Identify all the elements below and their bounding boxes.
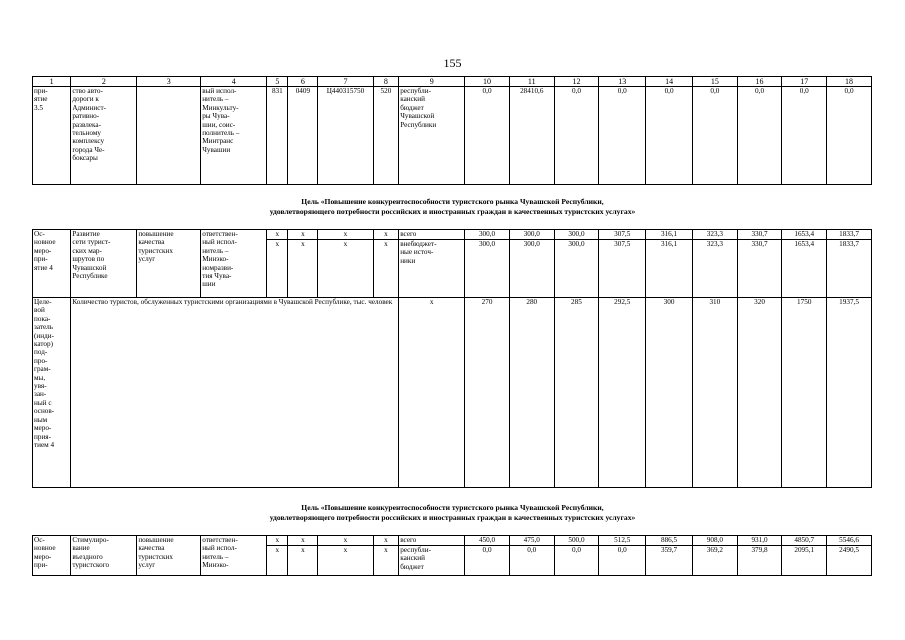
code-cell: x bbox=[288, 230, 318, 240]
header-cell: 15 bbox=[692, 77, 737, 87]
code-cell: x bbox=[373, 230, 399, 240]
header-cell: 4 bbox=[201, 77, 267, 87]
funding-source: всего bbox=[399, 230, 465, 240]
value-cell: 300,0 bbox=[554, 230, 599, 240]
value-cell: 300,0 bbox=[465, 230, 510, 240]
value-cell: 300,0 bbox=[509, 230, 554, 240]
header-cell: 13 bbox=[599, 77, 646, 87]
value-cell: 316,1 bbox=[646, 230, 693, 240]
header-cell: 9 bbox=[399, 77, 465, 87]
value-cell: 931,0 bbox=[737, 536, 782, 546]
event-label: Ос- новное меро- при- ятие 4 bbox=[33, 230, 71, 298]
cell-empty bbox=[137, 87, 201, 185]
code-cell: x bbox=[267, 536, 288, 546]
code-cell: x bbox=[267, 240, 288, 298]
value-cell: 908,0 bbox=[692, 536, 737, 546]
goal-line: удовлетворяющего потребности российских и иностранных граждан в качественных туристских услугах» bbox=[269, 206, 636, 216]
value-cell: 1750 bbox=[782, 298, 827, 488]
value-cell: 1833,7 bbox=[827, 240, 872, 298]
task: повышение качества туристских услуг bbox=[137, 536, 201, 576]
value-cell: 0,0 bbox=[509, 546, 554, 576]
value-cell: 1653,4 bbox=[782, 230, 827, 240]
value-cell: 1653,4 bbox=[782, 240, 827, 298]
code-cell: x bbox=[267, 230, 288, 240]
code-cell: x bbox=[318, 230, 373, 240]
value-cell: 300,0 bbox=[465, 240, 510, 298]
code-cell: x bbox=[318, 536, 373, 546]
executor: ответствен- ный испол- нитель – Минэко- bbox=[201, 536, 267, 576]
event-name: Развитие сети турист- ских мар- шрутов по Чувашской Республике bbox=[71, 230, 137, 298]
value-cell: 0,0 bbox=[554, 87, 599, 185]
event-label: Ос- новное меро- при- bbox=[33, 536, 71, 576]
value-cell: 0,0 bbox=[737, 87, 782, 185]
value-cell: 0,0 bbox=[554, 546, 599, 576]
value-cell: 450,0 bbox=[465, 536, 510, 546]
value-cell: 292,5 bbox=[599, 298, 646, 488]
value-cell: 0,0 bbox=[599, 87, 646, 185]
header-cell: 3 bbox=[137, 77, 201, 87]
code-cell: x bbox=[288, 240, 318, 298]
indicator-text: Количество туристов, обслуженных туристскими организациями в Чувашской Республике, тыс. человек bbox=[71, 298, 399, 488]
indicator-row bbox=[33, 298, 872, 488]
task: повышение качества туристских услуг bbox=[137, 230, 201, 298]
code-expense: 520 bbox=[373, 87, 399, 185]
value-cell: 0,0 bbox=[827, 87, 872, 185]
header-cell: 5 bbox=[267, 77, 288, 87]
executor: вый испол- нитель – Минкульту- ры Чува- шии, соис- полнитель – Минтранс Чувашии bbox=[201, 87, 267, 185]
value-cell: 5546,6 bbox=[827, 536, 872, 546]
code-target: Ц440315750 bbox=[318, 87, 373, 185]
value-cell: 320 bbox=[737, 298, 782, 488]
code-cell: x bbox=[288, 536, 318, 546]
value-cell: 886,5 bbox=[646, 536, 693, 546]
value-cell: 1833,7 bbox=[827, 230, 872, 240]
header-cell: 1 bbox=[33, 77, 71, 87]
goal-heading bbox=[0, 503, 905, 522]
header-cell: 16 bbox=[737, 77, 782, 87]
value-cell: 0,0 bbox=[692, 87, 737, 185]
code-cell: x bbox=[288, 546, 318, 576]
value-cell: 270 bbox=[465, 298, 510, 488]
value-cell: 307,5 bbox=[599, 240, 646, 298]
header-cell: 2 bbox=[71, 77, 137, 87]
header-cell: 7 bbox=[318, 77, 373, 87]
value-cell: 28410,6 bbox=[509, 87, 554, 185]
header-cell: 11 bbox=[509, 77, 554, 87]
value-cell: 4850,7 bbox=[782, 536, 827, 546]
indicator-label: Целе- вой пока- затель (инди- катор) под- про- грам- мы, увя- зан- ный с основ- ным меро- прия- тием 4 bbox=[33, 298, 71, 488]
header-cell: 8 bbox=[373, 77, 399, 87]
value-cell: 475,0 bbox=[509, 536, 554, 546]
value-cell: 323,3 bbox=[692, 240, 737, 298]
value-cell: 300 bbox=[646, 298, 693, 488]
table-middle bbox=[32, 229, 872, 488]
goal-line: Цель «Повышение конкурентоспособности туристского рынка Чувашской Республики, bbox=[301, 197, 604, 206]
header-row bbox=[33, 77, 872, 87]
value-cell: 300,0 bbox=[509, 240, 554, 298]
table-row bbox=[33, 536, 872, 546]
funding-source: внебюджет- ные источ- ники bbox=[399, 240, 465, 298]
header-cell: 6 bbox=[288, 77, 318, 87]
value-cell: 2490,5 bbox=[827, 546, 872, 576]
code-cell: x bbox=[318, 240, 373, 298]
value-cell: 285 bbox=[554, 298, 599, 488]
value-cell: 0,0 bbox=[782, 87, 827, 185]
funding-source: республи- канский бюджет bbox=[399, 546, 465, 576]
code-section: 0409 bbox=[288, 87, 318, 185]
code-cell: x bbox=[373, 546, 399, 576]
code-cell: x bbox=[318, 546, 373, 576]
value-cell: 379,8 bbox=[737, 546, 782, 576]
value-cell: 307,5 bbox=[599, 230, 646, 240]
header-cell: 18 bbox=[827, 77, 872, 87]
header-cell: 10 bbox=[465, 77, 510, 87]
value-cell: 0,0 bbox=[646, 87, 693, 185]
executor: ответствен- ный испол- нитель – Минэко- номразви- тия Чува- шии bbox=[201, 230, 267, 298]
funding-source: республи- канский бюджет Чувашской Республики bbox=[399, 87, 465, 185]
table-top bbox=[32, 76, 872, 185]
value-cell: 280 bbox=[509, 298, 554, 488]
goal-heading bbox=[0, 197, 905, 216]
value-cell: 310 bbox=[692, 298, 737, 488]
table-row bbox=[33, 87, 872, 185]
event-name: ство авто- дороги к Админист- ративно- развлека- тельному комплексу города Че- боксары bbox=[71, 87, 137, 185]
value-cell: 359,7 bbox=[646, 546, 693, 576]
event-name: Стимулиро- вание въездного туристского bbox=[71, 536, 137, 576]
value-cell: 2095,1 bbox=[782, 546, 827, 576]
page-number: 155 bbox=[443, 56, 462, 70]
code-cell: x bbox=[373, 240, 399, 298]
value-cell: 512,5 bbox=[599, 536, 646, 546]
value-cell: 0,0 bbox=[465, 546, 510, 576]
value-cell: 0,0 bbox=[465, 87, 510, 185]
value-cell: 316,1 bbox=[646, 240, 693, 298]
value-cell: 500,0 bbox=[554, 536, 599, 546]
value-cell: 323,3 bbox=[692, 230, 737, 240]
table-bottom bbox=[32, 535, 872, 576]
code-grbs: 831 bbox=[267, 87, 288, 185]
header-cell: 17 bbox=[782, 77, 827, 87]
value-cell: 1937,5 bbox=[827, 298, 872, 488]
event-label: при- ятие 3.5 bbox=[33, 87, 71, 185]
goal-line: Цель «Повышение конкурентоспособности туристского рынка Чувашской Республики, bbox=[301, 503, 604, 512]
table-row bbox=[33, 230, 872, 240]
code-cell: x bbox=[267, 546, 288, 576]
code-cell: x bbox=[373, 536, 399, 546]
indicator-mark: x bbox=[399, 298, 465, 488]
value-cell: 330,7 bbox=[737, 230, 782, 240]
header-cell: 12 bbox=[554, 77, 599, 87]
value-cell: 369,2 bbox=[692, 546, 737, 576]
funding-source: всего bbox=[399, 536, 465, 546]
goal-line: удовлетворяющего потребности российских и иностранных граждан в качественных туристских услугах» bbox=[269, 512, 636, 522]
value-cell: 330,7 bbox=[737, 240, 782, 298]
value-cell: 0,0 bbox=[599, 546, 646, 576]
value-cell: 300,0 bbox=[554, 240, 599, 298]
header-cell: 14 bbox=[646, 77, 693, 87]
